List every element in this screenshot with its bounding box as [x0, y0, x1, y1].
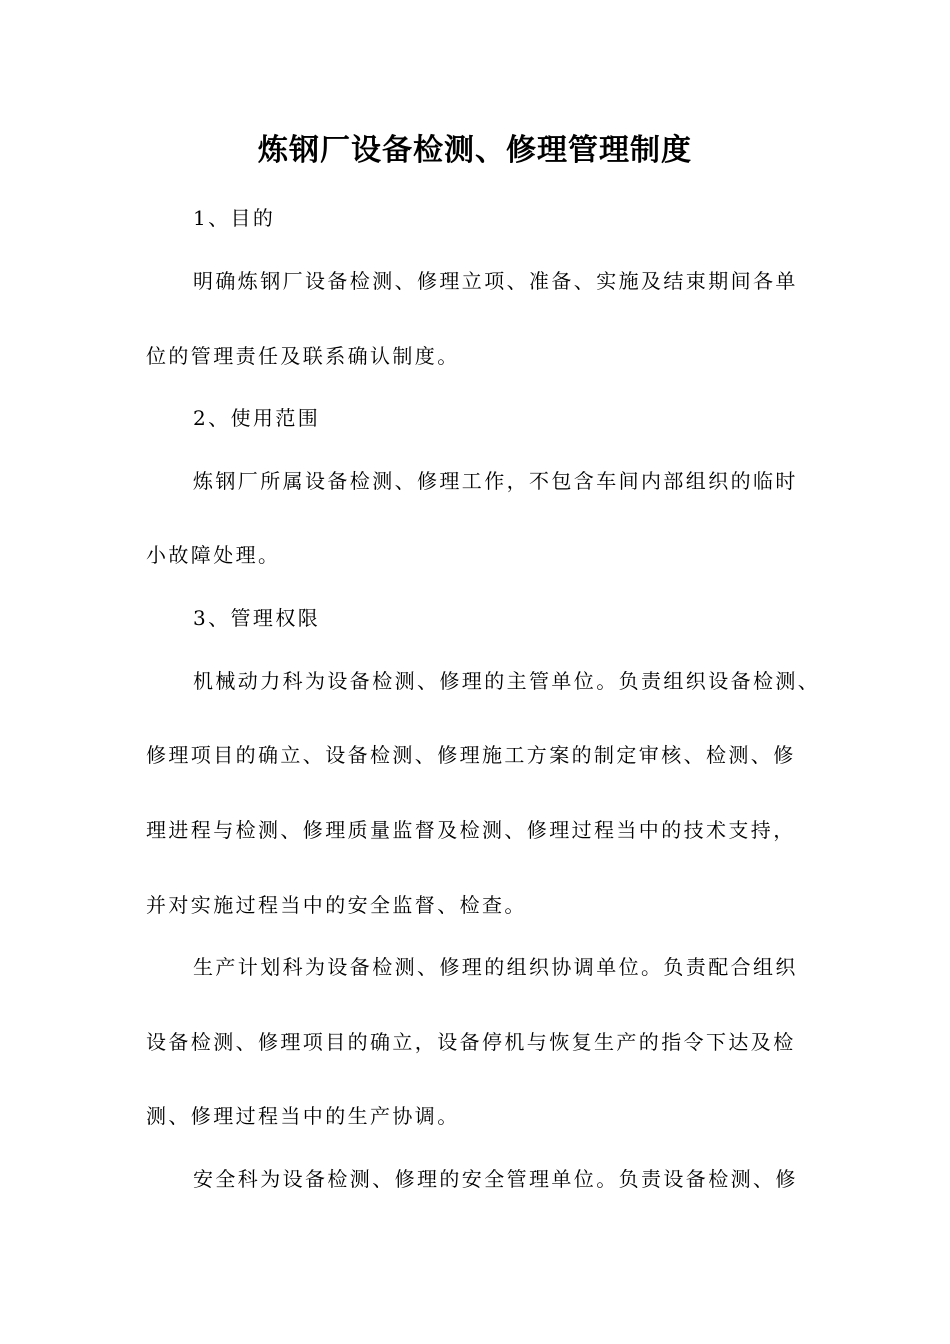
paragraph-line: 安全科为设备检测、修理的安全管理单位。负责设备检测、修 [193, 1167, 798, 1191]
paragraph-line: 设备检测、修理项目的确立，设备停机与恢复生产的指令下达及检 [146, 1030, 796, 1054]
paragraph-line: 测、修理过程当中的生产协调。 [146, 1104, 460, 1128]
section-heading-authority: 3、管理权限 [193, 606, 321, 630]
paragraph-line: 炼钢厂所属设备检测、修理工作，不包含车间内部组织的临时 [193, 469, 798, 493]
document-title: 炼钢厂设备检测、修理管理制度 [258, 133, 692, 168]
paragraph-line: 机械动力科为设备检测、修理的主管单位。负责组织设备检测、 [193, 669, 821, 693]
paragraph-line: 位的管理责任及联系确认制度。 [146, 344, 460, 368]
section-heading-scope: 2、使用范围 [193, 406, 321, 430]
paragraph-line: 并对实施过程当中的安全监督、检查。 [146, 893, 527, 917]
paragraph-line: 理进程与检测、修理质量监督及检测、修理过程当中的技术支持， [146, 818, 796, 842]
paragraph-line: 修理项目的确立、设备检测、修理施工方案的制定审核、检测、修 [146, 743, 796, 767]
paragraph-line: 小故障处理。 [146, 543, 281, 567]
paragraph-line: 明确炼钢厂设备检测、修理立项、准备、实施及结束期间各单 [193, 269, 798, 293]
paragraph-line: 生产计划科为设备检测、修理的组织协调单位。负责配合组织 [193, 955, 798, 979]
section-heading-purpose: 1、目的 [193, 206, 276, 230]
